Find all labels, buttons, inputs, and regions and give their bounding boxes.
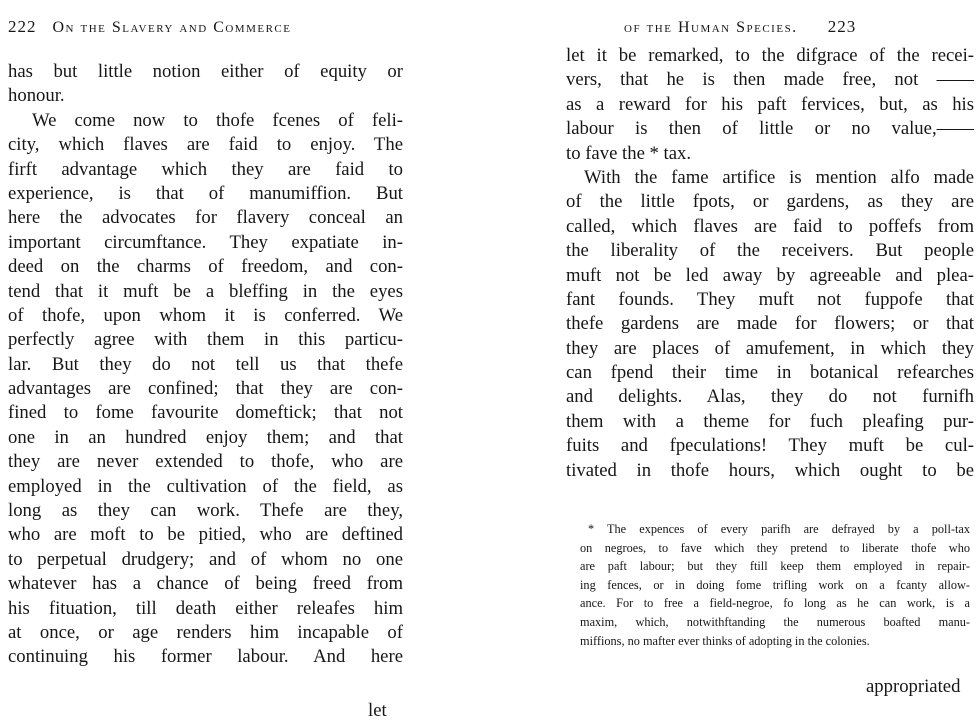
right-page-header [624,18,856,36]
text-line: muft not be led away by agreeable and plea- [566,264,974,286]
text-line: We come now to thofe fcenes of feli- [32,109,403,131]
text-line: fant founds. They muft not fuppofe that [566,288,974,310]
text-line: firft advantage which they are faid to [8,158,403,180]
text-line: long as they can work. Thefe are they, [8,500,403,522]
text-line: With the fame artifice is mention alfo made [584,166,974,188]
text-line: fined to fome favourite domeftick; that not [8,402,403,424]
left-body-text [8,60,403,670]
right-body-text [566,44,974,483]
left-page-number: 222 [8,17,37,36]
text-line: them with a theme for fuch pleafing pur- [566,410,974,432]
text-line: whatever has a chance of being freed from [8,573,403,595]
text-line: of thofe, upon whom it is conferred. We [8,304,403,326]
text-line: let it be remarked, to the difgrace of the recei- [566,45,974,66]
text-line: at once, or age renders him incapable of [8,621,403,643]
text-line: fuits and fpeculations! They muft be cul- [566,435,974,457]
footnote-line: ing fences, or in doing fome trifling work on a fcanty allow- [580,577,970,592]
right-page [556,0,980,723]
footnote-line: on negroes, to fave which they pretend to liberate thofe who [580,540,970,555]
text-line: continuing his former labour. And here [8,646,403,668]
left-catchword: let [368,700,387,721]
text-line: employed in the cultivation of the field, as [8,475,403,497]
text-line: who are moft to be pitied, who are deftined [8,524,403,546]
text-line: tend that it muft be a bleffing in the eyes [8,280,403,302]
text-line: the liberality of the receivers. But people [566,240,974,262]
text-line: they are places of amufement, in which they [566,337,974,359]
text-line: can fpend their time in botanical refearches [566,362,974,384]
right-page-number: 223 [827,17,857,36]
text-line: to perpetual drudgery; and of whom no one [8,548,403,570]
text-line: to fave the * tax. [566,142,692,164]
footnote-line: maxim, which, notwithftanding the numerous boafted manu- [580,614,970,629]
text-line: deed on the charms of freedom, and con- [8,256,403,278]
text-line: and delights. Alas, they do not furnifh [566,386,974,408]
footnote-line: * The expences of every parifh are defrayed by a poll-tax [588,522,970,536]
text-line: has but little notion either of equity or [8,61,403,82]
footnote-line: ance. For to free a field-negroe, fo long as he can work, is a [580,596,970,611]
text-line: labour is then of little or no value,—— [566,118,974,140]
footnote-line: miffions, no mafter ever thinks of adopting in the colonies. [580,633,870,648]
right-running-title: of the Human Species. [624,19,798,36]
text-line: they are never extended to thofe, who are [8,451,403,473]
text-line: of the little fpots, or gardens, as they are [566,191,974,213]
left-running-title: On the Slavery and Commerce [52,19,292,36]
footnote [580,520,970,650]
text-line: here the advocates for flavery conceal an [8,207,403,229]
text-line: his fituation, till death either releafes him [8,597,403,619]
text-line: honour. [8,85,65,107]
text-line: one in an hundred enjoy them; and that [8,426,403,448]
text-line: vers, that he is then made free, not —— [566,69,974,91]
left-page-header [8,18,291,36]
left-page [0,0,420,723]
right-catchword: appropriated [866,676,961,697]
footnote-line: are paft labour; but they ftill keep them employed in repair- [580,559,970,574]
text-line: perfectly agree with them in this particu- [8,329,403,351]
text-line: tivated in thofe hours, which ought to be [566,459,974,481]
text-line: advantages are confined; that they are con- [8,378,403,400]
text-line: important circumftance. They expatiate in- [8,231,403,253]
text-line: lar. But they do not tell us that thefe [8,353,403,375]
text-line: city, which flaves are faid to enjoy. The [8,134,403,156]
text-line: as a reward for his paft fervices, but, as his [566,93,974,115]
text-line: experience, is that of manumiffion. But [8,182,403,204]
text-line: thefe gardens are made for flowers; or that [566,313,974,335]
text-line: called, which flaves are faid to poffefs from [566,215,974,237]
